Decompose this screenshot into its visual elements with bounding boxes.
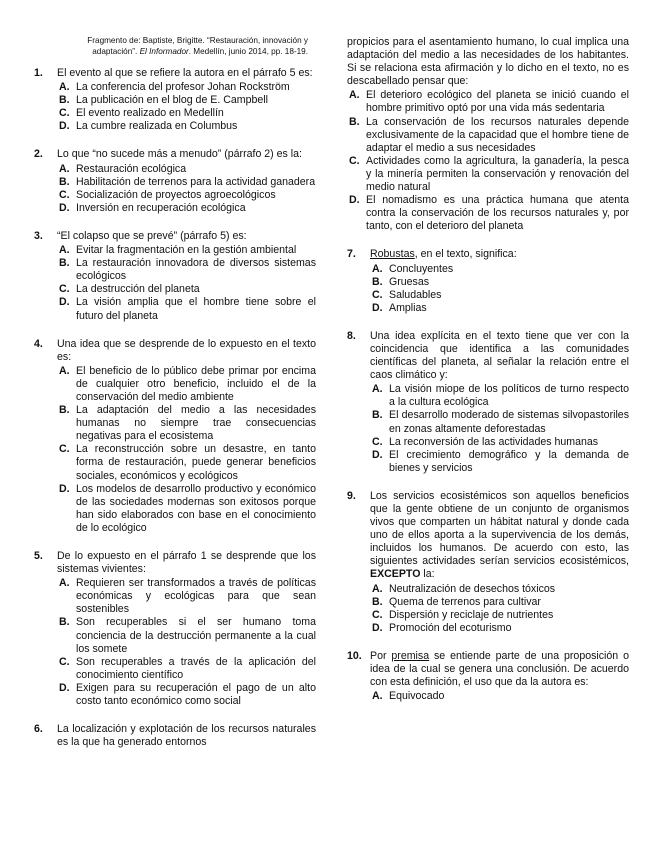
option-c[interactable]: C. Actividades como la agricultura, la ganadería, la pesca y la minería permiten la conservación y renovación del medio natural bbox=[349, 154, 629, 194]
option-d[interactable]: D. El nomadismo es una práctica humana que atenta contra la conservación de los recursos naturales y, por tanto, con el deterioro del planeta bbox=[349, 194, 629, 233]
option-c[interactable]: C. Son recuperables a través de la aplicación del conocimiento científico bbox=[59, 655, 316, 681]
question-stem: De lo expuesto en el párrafo 1 se desprende que los sistemas vivientes: bbox=[57, 550, 316, 576]
question-stem: “El colapso que se prevé” (párrafo 5) es: bbox=[57, 229, 247, 242]
question-number: 3. bbox=[34, 229, 43, 242]
option-c[interactable]: C. La destrucción del planeta bbox=[59, 283, 200, 296]
option-d[interactable]: D. Promoción del ecoturismo bbox=[372, 621, 512, 634]
question-6-continued bbox=[347, 36, 629, 233]
option-c[interactable]: C. Socialización de proyectos agroecológicos bbox=[59, 188, 276, 201]
option-a[interactable]: A. Restauración ecológica bbox=[59, 162, 187, 175]
option-b[interactable]: B. La publicación en el blog de E. Campbell bbox=[59, 94, 268, 107]
option-a[interactable]: A. Equivocado bbox=[372, 690, 445, 703]
option-d[interactable]: D. Los modelos de desarrollo productivo y económico de las sociedades modernas son exitosos porque han sido elaborados con base en el conocimiento de lo ecológico bbox=[59, 482, 316, 534]
question-stem: Los servicios ecosistémicos son aquellos beneficios que la gente obtiene de un conjunto de organismos vivos que comparten un hábitat natural y donde cada uno de ellos aporta a la supervivencia de los demás, incluidos los humanos. De acuerdo con esto, las siguientes actividades serían servicios ecosistémicos, EXCEPTO la: bbox=[370, 489, 629, 581]
question-4 bbox=[34, 338, 316, 535]
question-10 bbox=[347, 650, 629, 703]
question-stem: Una idea que se desprende de lo expuesto en el texto es: bbox=[57, 337, 316, 363]
question-stem: El evento al que se refiere la autora en el párrafo 5 es: bbox=[57, 67, 313, 79]
question-stem: Lo que “no sucede más a menudo” (párrafo 2) es la: bbox=[57, 148, 302, 161]
option-c[interactable]: C. El evento realizado en Medellín bbox=[59, 107, 224, 120]
except-keyword: EXCEPTO bbox=[370, 568, 421, 581]
keyword: Robustas bbox=[370, 248, 415, 261]
citation-details: . Medellín, junio 2014, pp. 18-19. bbox=[188, 46, 308, 56]
option-a[interactable]: A. Evitar la fragmentación en la gestión ambiental bbox=[59, 244, 297, 257]
option-a[interactable]: A. El beneficio de lo público debe primar por encima de cualquier otro beneficio, incluido el de la conservación del medio ambiente bbox=[59, 364, 316, 403]
option-d[interactable]: D. El crecimiento demográfico y la demanda de bienes y servicios bbox=[372, 448, 629, 474]
option-b[interactable]: B. Son recuperables si el ser humano toma conciencia de la destrucción permanente a la cual los somete bbox=[59, 616, 316, 655]
option-d[interactable]: D. La cumbre realizada en Columbus bbox=[59, 120, 238, 133]
question-number: 9. bbox=[347, 489, 356, 502]
option-a[interactable]: A. El deterioro ecológico del planeta se inició cuando el hombre primitivo optó por una vida más sedentaria bbox=[349, 89, 629, 115]
option-b[interactable]: B. Quema de terrenos para cultivar bbox=[372, 595, 541, 608]
question-stem-continued: propicios para el asentamiento humano, lo cual implica una adaptación del medio a las necesidades de los habitantes. Si se relaciona esta afirmación y lo dicho en el texto, no es descabellado pensar que: bbox=[347, 36, 629, 88]
right-column bbox=[347, 36, 629, 718]
left-column bbox=[34, 36, 316, 764]
option-b[interactable]: B. Gruesas bbox=[372, 275, 430, 288]
question-2 bbox=[34, 148, 316, 214]
question-number: 8. bbox=[347, 329, 356, 342]
question-8 bbox=[347, 330, 629, 475]
question-9 bbox=[347, 490, 629, 635]
question-stem: Por premisa se entiende parte de una proposición o idea de la cual se genera una conclusión. De acuerdo con esta definición, el uso que da la autora es: bbox=[370, 649, 629, 689]
option-b[interactable]: B. La adaptación del medio a las necesidades humanas no siempre trae consecuencias negativas para el ecosistema bbox=[59, 404, 316, 443]
question-stem: Una idea explícita en el texto tiene que ver con la coincidencia que identifica a las comunidades científicas del planeta, al señalar la relación entre el caos climático y: bbox=[370, 329, 629, 382]
option-d[interactable]: D. Amplias bbox=[372, 301, 427, 314]
option-a[interactable]: A. Neutralización de desechos tóxicos bbox=[372, 582, 556, 595]
question-7 bbox=[347, 248, 629, 314]
option-b[interactable]: B. La restauración innovadora de diversos sistemas ecológicos bbox=[59, 257, 316, 283]
option-a[interactable]: A. La conferencia del profesor Johan Rockström bbox=[59, 81, 290, 94]
question-stem: Robustas, en el texto, significa: bbox=[370, 248, 517, 261]
citation bbox=[34, 36, 316, 57]
option-b[interactable]: B. El desarrollo moderado de sistemas silvopastoriles en zonas altamente deforestadas bbox=[372, 409, 629, 435]
option-d[interactable]: D. La visión amplia que el hombre tiene sobre el futuro del planeta bbox=[59, 296, 316, 322]
option-a[interactable]: A. Concluyentes bbox=[372, 262, 454, 275]
question-6 bbox=[34, 723, 316, 749]
citation-source: El Informador bbox=[139, 46, 189, 56]
keyword: premisa bbox=[391, 649, 430, 662]
option-c[interactable]: C. Saludables bbox=[372, 288, 442, 301]
option-b[interactable]: B. La conservación de los recursos naturales depende exclusivamente de la capacidad que el hombre tiene de adaptar el medio a sus necesidades bbox=[349, 115, 629, 154]
option-c[interactable]: C. La reconstrucción sobre un desastre, en tanto forma de restauración, puede generar beneficios sociales, económicos y ecológicos bbox=[59, 443, 316, 482]
option-d[interactable]: D. Exigen para su recuperación el pago de un alto costo tanto económico como social bbox=[59, 681, 316, 708]
question-3 bbox=[34, 230, 316, 323]
option-b[interactable]: B. Habilitación de terrenos para la actividad ganadera bbox=[59, 175, 316, 188]
question-1 bbox=[34, 67, 316, 133]
option-a[interactable]: A. Requieren ser transformados a través de políticas económicas y ecológicas para que sean sostenibles bbox=[59, 577, 316, 616]
option-c[interactable]: C. Dispersión y reciclaje de nutrientes bbox=[372, 608, 554, 621]
question-number: 5. bbox=[34, 550, 43, 562]
citation-text: Fragmento de: Baptiste, Brigitte. “Restauración, innovación y adaptación”. bbox=[87, 36, 308, 56]
question-number: 10. bbox=[347, 649, 362, 662]
question-number: 7. bbox=[347, 248, 356, 261]
question-number: 2. bbox=[34, 148, 43, 161]
question-stem: La localización y explotación de los recursos naturales es la que ha generado entornos bbox=[57, 723, 316, 749]
option-c[interactable]: C. La reconversión de las actividades humanas bbox=[372, 435, 599, 448]
question-number: 4. bbox=[34, 337, 43, 350]
question-number: 6. bbox=[34, 723, 43, 736]
question-5 bbox=[34, 550, 316, 708]
option-a[interactable]: A. La visión miope de los políticos de turno respecto a la cultura ecológica bbox=[372, 383, 629, 409]
question-number: 1. bbox=[34, 67, 43, 79]
option-d[interactable]: D. Inversión en recuperación ecológica bbox=[59, 201, 246, 214]
